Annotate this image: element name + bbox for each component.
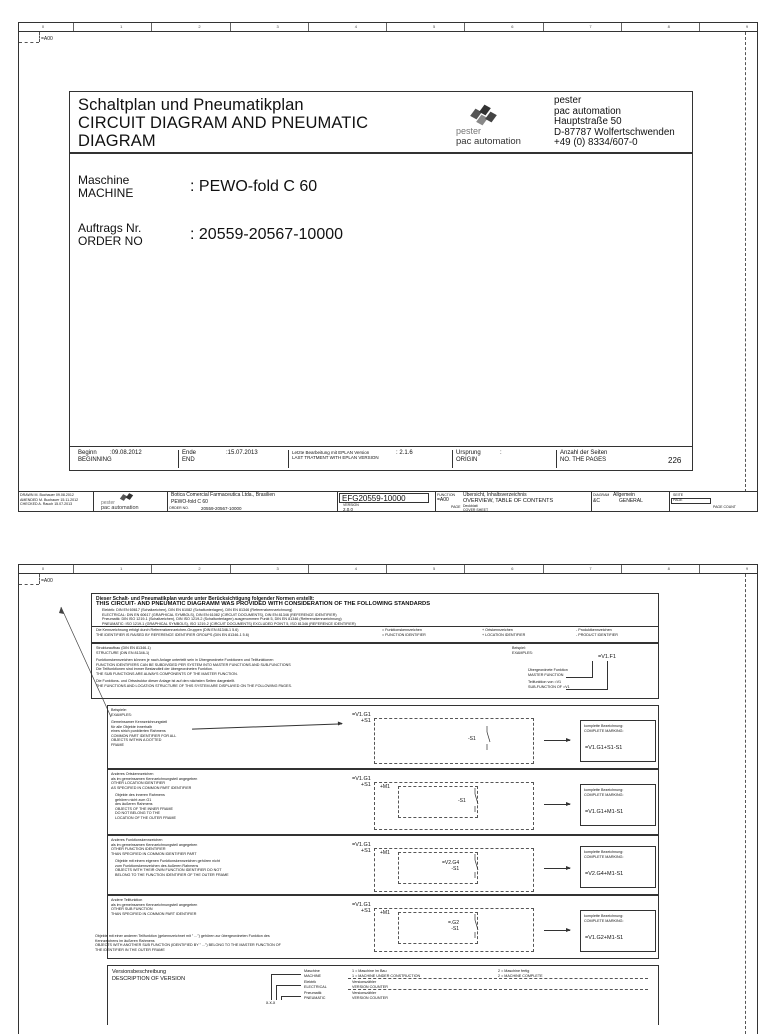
- table-row: DRAWN M. Buchauer 09.08.2012: [20, 493, 74, 497]
- customer-name: Botica Comercial Farmaceutica Ltda., Brasilien: [171, 492, 275, 498]
- origin-label-de: Ursprung: [456, 450, 481, 456]
- origin-label-en: ORIGIN: [456, 457, 478, 463]
- example-4-result-box: komplette Bezeichnung: COMPLETE MARKING: =V1.G2+M1-S1: [580, 910, 656, 952]
- ruler-number: 1: [120, 24, 123, 29]
- page-title-de: Übersicht, Inhaltsverzeichnis: [463, 492, 527, 498]
- identifier-note: [96, 628, 249, 637]
- begin-field: [78, 450, 112, 464]
- ruler-number: 5: [432, 24, 436, 29]
- example-3-result-arrow: [544, 868, 570, 869]
- function-label: FUNCTION: [437, 493, 456, 497]
- cover-sheet: [18, 22, 758, 512]
- page-title-en: OVERVIEW, TABLE OF CONTENTS: [463, 498, 554, 504]
- example-4-inner-code: +M1: [380, 910, 390, 916]
- version-value: 2.0.0: [343, 507, 354, 512]
- top-ruler: [19, 565, 757, 573]
- example-4-result: =V1.G2+M1-S1: [585, 935, 624, 941]
- machine-label: [78, 174, 133, 200]
- title-line-1: Schaltplan und Pneumatikplan: [78, 96, 304, 114]
- company-logo: [454, 102, 534, 148]
- end-value: :15.07.2013: [226, 450, 258, 456]
- pages-field: [560, 450, 607, 464]
- location-identifier-col: + Ortskennzeichen + LOCATION IDENTIFIER: [482, 628, 526, 637]
- diagram-de: Allgemein: [613, 492, 635, 498]
- example-2-result-box: komplette Bezeichnung: COMPLETE MARKING: =V1.G1+M1-S1: [580, 784, 656, 826]
- page-label: PAGE: [451, 505, 461, 509]
- example-2-device: -S1: [458, 798, 466, 804]
- product-identifier-col: - Produktkennzeichen - PRODUCT IDENTIFIER: [576, 628, 618, 637]
- version-row-pneumatic-desc: Versionszähler VERSION COUNTER: [352, 991, 388, 1000]
- example-top-label: Beispiel: EXAMPLES:: [512, 646, 533, 655]
- end-label-de: Ende: [182, 450, 197, 456]
- title-line-3: DIAGRAM: [78, 132, 156, 150]
- logo-text-top: pester: [456, 126, 482, 136]
- function-identifier-col: = Funktionskennzeichen = FUNCTION IDENTIFIER: [382, 628, 426, 637]
- title-box: [69, 91, 693, 153]
- standards-sheet: [18, 564, 758, 1034]
- begin-label-de: Beginn: [78, 450, 97, 456]
- example-box-2: [107, 769, 659, 835]
- list-item: ELECTRICAL: DIN EN 60617 (GRAPHICAL SYMBOLS), DIN EN 61082 (CIRCUIT DOCUMENTS), DIN EN 81346 (REFERENCE IDENTIFIER): [102, 612, 337, 617]
- end-field: [182, 450, 196, 464]
- version-row-machine: Maschine MACHINE: [304, 969, 322, 978]
- titleblock-logo-top: pester: [101, 500, 115, 506]
- example-4-text: Andere Teilfunktion als im gemeinsamen Kennzeichnungsteil angegeben OTHER SUB FUNCTION THAN SPECIFIED IN COMMON PART IDENTIFIER Objekte mit einer anderen Teilfunktion (gekennzeichnet mit " ...") gehören zur übergeordneten Funktion des Kennzeichens im äußeren Rahmens OBJECTS WITH ANOTHER SUB FUNCTION (IDENTIFIED BY " ...") BELONG TO THE MASTER FUNCTION OF THE IDENTIFIER IN THE OUTER FRAME: [95, 898, 281, 952]
- ruler-number: 9: [745, 24, 749, 29]
- company-address: [554, 96, 675, 149]
- master-function-label: Übergeordnete Funktion MASTER FUNCTION: [528, 668, 568, 677]
- eplan-field: [292, 450, 379, 460]
- version-row-machine-desc: 1 = Maschine im Bau 1 = MACHINE UNDER CONSTRUCTION: [352, 969, 421, 978]
- ruler-number: 6: [511, 566, 514, 571]
- top-ruler: [19, 23, 757, 31]
- ruler-number: 4: [354, 566, 357, 571]
- switch-symbol-icon: [470, 854, 480, 878]
- page-count-mid: PAGE: [673, 498, 683, 502]
- version-title: Versionsbeschreibung DESCRIPTION OF VERSION: [112, 969, 186, 982]
- ruler-number: 0: [41, 24, 45, 29]
- example-top-code: =V1.F1: [598, 654, 616, 660]
- page-count-top: SEITE: [673, 493, 684, 497]
- standards-box: [91, 593, 659, 643]
- ruler-number: 8: [667, 24, 670, 29]
- version-box: [107, 965, 659, 1025]
- list-item: Elektrik: DIN EN 60617 (Schaltzeichen), DIN EN 61082 (Schaltunterlagen), DIN EN 81346 (Referenzkennzeichnung): [102, 608, 293, 612]
- example-4-result-arrow: [544, 930, 570, 931]
- switch-symbol-icon: [470, 914, 480, 938]
- example-4-device: =.G2 -S1: [448, 920, 459, 932]
- revision-table: [20, 493, 78, 507]
- example-3-device: =V2.G4 -S1: [442, 860, 460, 872]
- page-en: COVER SHEET: [463, 508, 489, 512]
- example-3-result-box: komplette Bezeichnung: COMPLETE MARKING: =V2.G4+M1-S1: [580, 846, 656, 888]
- example-3-inner-frame: [398, 852, 478, 884]
- function-value: =A00: [437, 497, 449, 503]
- example-4-inner-frame: [398, 912, 478, 944]
- example-2-text: Anderes Ortskennzeichen als im gemeinsamen Kennzeichnungsteil angegeben OTHER LOCATION IDENTIFIER AS SPECIFIED IN COMMON PART IDENTIFIER Objekte des inneren Rahmens gehören nicht zum G1 des äußeren Rahmens OBJECTS OF THE INNER FRAME DO NOT BELONG TO THE LOCATION OF THE OUTER FRAME: [111, 772, 198, 820]
- order-value: : 20559-20567-10000: [190, 226, 344, 243]
- ruler-number: 8: [667, 566, 670, 571]
- identifier-note-en: THE IDENTIFIER IS RAISED BY REFERENCE IDENTIFIER GROUPS (DIN EN 81346-1 5.6): [96, 632, 249, 637]
- logo-text-bottom: pac automation: [456, 136, 521, 147]
- order-label-de: Auftrags Nr.: [78, 221, 142, 235]
- standards-header-de: Dieser Schalt- und Pneumatikplan wurde unter Berücksichtigung folgender Normen erstellt:: [96, 596, 315, 602]
- switch-symbol-icon: [482, 726, 492, 750]
- pages-value: 226: [668, 456, 682, 465]
- example-2-result: =V1.G1+M1-S1: [585, 809, 624, 815]
- origin-value: :: [500, 450, 502, 456]
- diagram-code: &C: [593, 498, 600, 504]
- ruler-number: 1: [120, 566, 123, 571]
- example-2-code: =V1.G1 +S1: [352, 776, 371, 788]
- example-1-code: =V1.G1 +S1: [352, 712, 371, 724]
- ruler-number: 3: [276, 566, 279, 571]
- pages-label-en: NO. THE PAGES: [560, 457, 607, 463]
- address-line: D-87787 Wolfertschwenden: [554, 126, 675, 138]
- version-row-electrical-desc: Versionszähler VERSION COUNTER: [352, 980, 388, 989]
- version-code: x.x.x: [266, 1000, 276, 1005]
- titleblock-order-value: 20559-20567-10000: [201, 506, 242, 511]
- structure-text: Strukturaufbau (DIN EN 81346-1) STRUCTURE (DIN EN 81346-1) Funktionskennzeichen können je nach Anlage unterteilt sein in Übergeordnete Funktionen und Teilfunktionen FUNCTION IDENTIFIERS CAN BE SUBDIVIDED PER SYSTEM INTO MASTER FUNCTIONS AND SUB-FUNCTIONS Die Teilfunktionen sind immer Bestandteil der übergeordneten Funktion. THE SUB FUNCTIONS ARE ALWAYS COMPONENTS OF THE MASTER FUNCTION. Die Funktions- und Ortsstruktur dieser Anlage ist auf den nächsten Seiten dargestellt. THE FUNCTIONS AND LOCATION STRUCTURE OF THIS SYSTEM ARE DISPLAYED ON THE FOLLOWING PAGES.: [96, 646, 292, 688]
- ruler-number: 3: [276, 24, 279, 29]
- titleblock-logo-bottom: pac automation: [101, 505, 139, 511]
- example-4-code: =V1.G1 +S1: [352, 902, 371, 914]
- order-label-en: ORDER NO: [78, 234, 143, 248]
- example-1-device: -S1: [468, 736, 476, 742]
- titleblock-machine: PEWO-fold C 60: [171, 499, 208, 505]
- ruler-number: 5: [432, 566, 436, 571]
- frame-reference: =A00: [41, 578, 53, 584]
- switch-symbol-icon: [470, 788, 480, 812]
- list-item: PNEUMATIC: ISO 1219-1 (GRAPHICAL SYMBOLS), ISO 1219-2 (CIRCUIT DOCUMENTS) EXCLUDED POINT 5, ISO 81346 (REFERENCE IDENTIFIER): [102, 621, 356, 626]
- example-3-result: =V2.G4+M1-S1: [585, 871, 624, 877]
- eplan-label-de: Letzte Bearbeitung mit EPLAN Version: [292, 450, 370, 455]
- table-row: AMENDED M. Buchauer 15.11.2012: [20, 497, 79, 502]
- ruler-number: 6: [511, 24, 514, 29]
- eplan-value: : 2.1.6: [396, 450, 413, 456]
- title-block: [19, 492, 757, 512]
- example-1-pointer-arrow: [192, 723, 342, 729]
- structure-box: [91, 643, 659, 699]
- begin-value: :09.08.2012: [110, 450, 142, 456]
- version-row-machine-desc2: 2 = Maschine fertig 2 = MACHINE COMPLETE: [498, 969, 543, 978]
- ruler-number: 7: [589, 566, 592, 571]
- eplan-label-en: LAST TRATMENT WITH EPLAN VERSION: [292, 455, 379, 460]
- identifier-note-de: Die Kennzeichnung erfolgt durch Referenzkennzeichen-Gruppen (DIN EN 81346-1 5.6): [96, 628, 239, 632]
- drawing-number: EFG20559-10000: [342, 494, 406, 503]
- ruler-number: 7: [589, 24, 592, 29]
- example-3-inner-code: +M1: [380, 850, 390, 856]
- address-line: +49 (0) 8334/607-0: [554, 137, 638, 148]
- titleblock-logo: [99, 493, 163, 511]
- list-item: Pneumatik: DIN ISO 1219-1 (Schaltzeichen), DIN ISO 1219-2 (Schaltunterlagen) ausgenommen Punkt 5, DIN EN 81346 (Referenzkennzeichnung): [102, 617, 342, 621]
- page-count-bot: PAGE COUNT: [713, 505, 736, 509]
- machine-value: : PEWO-fold C 60: [190, 178, 318, 195]
- ruler-number: 2: [198, 566, 201, 571]
- ruler-number: 4: [354, 24, 357, 29]
- diagram-en: GENERAL: [619, 498, 643, 504]
- ruler-number: 0: [41, 566, 45, 571]
- machine-label-en: MACHINE: [78, 186, 134, 200]
- example-3-text: Anderes Funktionskennzeichen als im gemeinsamen Kennzeichnungsteil angegeben OTHER FUNCTION IDENTIFIER THAN SPECIFIED IN COMMON IDENTIFIER PART Objekte mit einem eigenen Funktionskennzeichen gehören nicht zum Funktionskennzeichen des äußeren Rahmens OBJECTS WITH THEIR OWN FUNCTION IDENTIFIER DO NOT BELONG TO THE FUNCTION IDENTIFIER OF THE OUTER FRAME: [111, 838, 229, 877]
- example-1-result: =V1.G1+S1-S1: [585, 745, 623, 751]
- example-1-text: Beispiele: EXAMPLES: Gemeinsamer Kennzeichnungsteil für alle Objekte innerhalb eines strich punktierten Rahmens COMMON PART IDENTIFIER FOR ALL OBJECTS WITHIN A DOTTED FRAME: [111, 708, 177, 747]
- order-label: [78, 222, 143, 248]
- drawing-number-box: [339, 493, 429, 503]
- address-line: pac automation: [554, 105, 621, 117]
- begin-label-en: BEGINNING: [78, 457, 112, 463]
- origin-field: [456, 450, 481, 464]
- version-label: VERSION: [343, 503, 359, 507]
- example-1-result-box: komplette Bezeichnung: COMPLETE MARKING: =V1.G1+S1-S1: [580, 720, 656, 762]
- example-3-code: =V1.G1 +S1: [352, 842, 371, 854]
- ruler-number: 9: [745, 566, 749, 571]
- example-2-result-arrow: [544, 804, 570, 805]
- example-2-inner-frame: [398, 786, 478, 818]
- standards-header-en: THIS CIRCUIT- AND PNEUMATIC DIAGRAMM WAS PROVIDED WITH CONSIDERATION OF THE FOLLOWING STANDARDS: [96, 601, 431, 607]
- example-1-result-arrow: [544, 740, 570, 741]
- sub-function-label: Teilfunktion von =V1 SUB-FUNCTION OF =V1: [528, 680, 570, 689]
- address-line: Hauptstraße 50: [554, 116, 622, 127]
- example-box-3: [107, 835, 659, 895]
- machine-label-de: Maschine: [78, 173, 130, 187]
- ruler-number: 2: [198, 24, 201, 29]
- version-row-pneumatic: Pneumatik PNEUMATIC: [304, 991, 326, 1000]
- version-row-electrical: Elektrik ELECTRICAL: [304, 980, 327, 989]
- address-line: pester: [554, 95, 582, 106]
- pages-label-de: Anzahl der Seiten: [560, 450, 608, 456]
- table-row: CHECKED A. Rauch 15.07.2013: [20, 502, 73, 507]
- example-1-frame: [374, 718, 534, 764]
- example-box-1: [107, 705, 659, 769]
- example-2-inner-code: +M1: [380, 784, 390, 790]
- frame-reference: =A00: [41, 36, 53, 42]
- titleblock-order-label: ORDER NO.: [169, 506, 189, 510]
- page-de: Deckblatt: [463, 504, 478, 508]
- standards-list: [102, 608, 356, 626]
- end-label-en: END: [182, 457, 195, 463]
- diagram-label: DIAGRAM: [593, 493, 610, 497]
- title-line-2: CIRCUIT DIAGRAM AND PNEUMATIC: [78, 114, 369, 132]
- info-box: [69, 153, 693, 471]
- example-box-4: [95, 895, 659, 959]
